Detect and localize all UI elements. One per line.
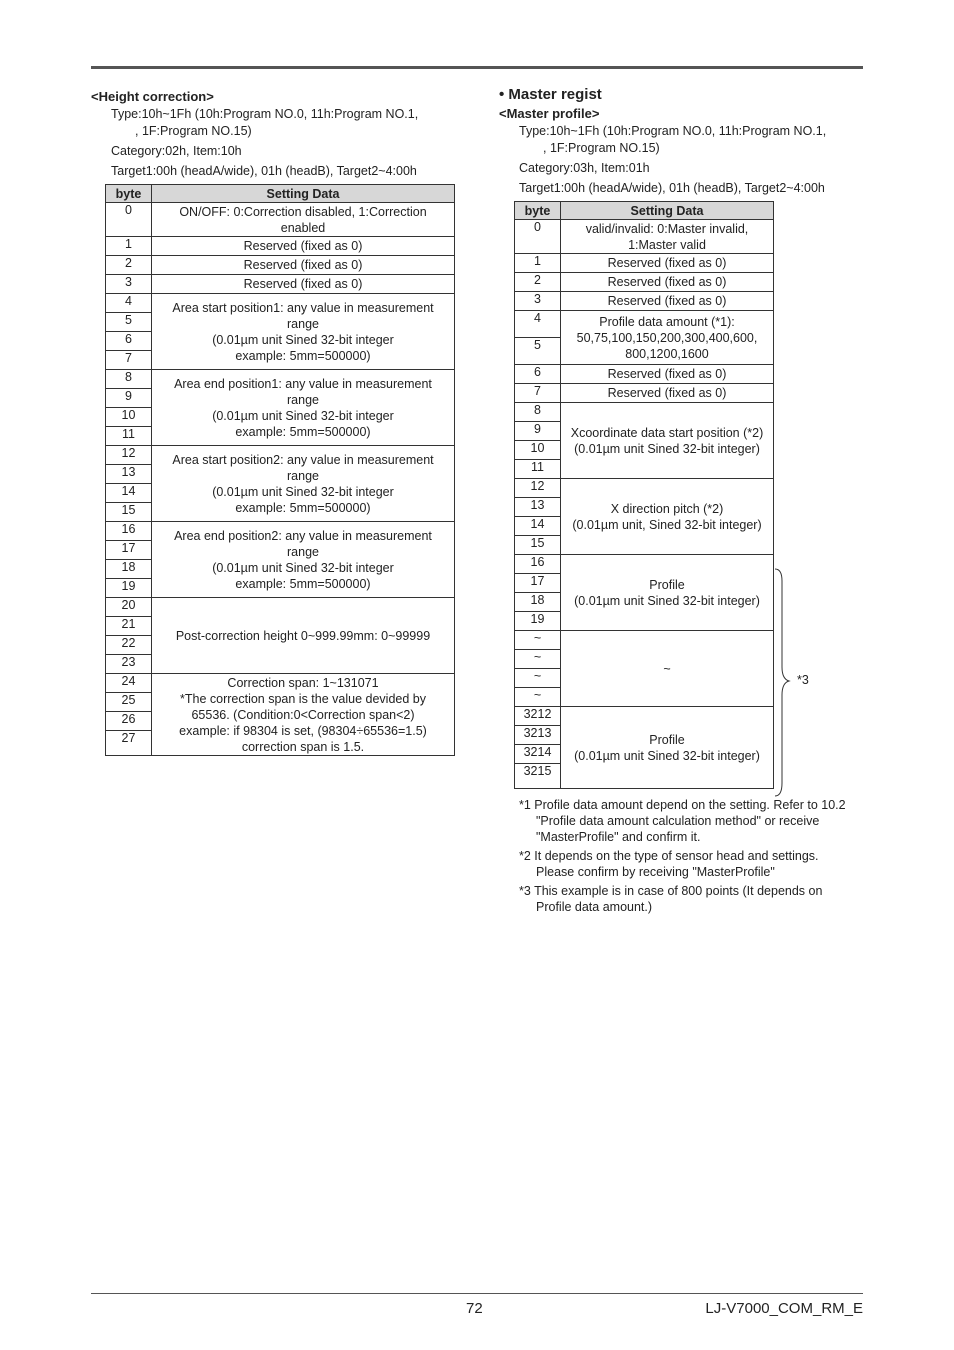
byte-cell: 2 <box>106 256 152 275</box>
table-row <box>106 275 455 294</box>
setting-line: Area start position2: any value in measurement <box>172 452 434 467</box>
byte-cell: 15 <box>106 503 152 522</box>
byte-cell: 13 <box>515 498 561 517</box>
byte-cell: 14 <box>515 517 561 536</box>
byte-cell: 10 <box>106 408 152 427</box>
setting-line: Profile <box>649 577 685 592</box>
table-row <box>515 311 774 338</box>
setting-line: 50,75,100,150,200,300,400,600, <box>576 330 758 345</box>
table-row <box>515 403 774 422</box>
footnote <box>519 797 864 845</box>
table-row <box>515 479 774 498</box>
byte-header: byte <box>515 202 561 220</box>
setting-line: (0.01µm unit, Sined 32-bit integer) <box>572 517 762 532</box>
type-line-cont: , 1F:Program NO.15) <box>543 141 660 155</box>
byte-cell: 3 <box>515 292 561 311</box>
setting-line: Area end position1: any value in measurement <box>174 376 432 391</box>
setting-line: Reserved (fixed as 0) <box>607 275 727 289</box>
setting-line: X direction pitch (*2) <box>610 501 724 516</box>
setting-line: range <box>287 468 319 483</box>
brace-icon <box>774 567 792 799</box>
byte-cell: 3 <box>106 275 152 294</box>
byte-cell: 5 <box>515 338 561 365</box>
setting-line: (0.01µm unit Sined 32-bit integer <box>212 484 394 499</box>
table-row <box>106 237 455 256</box>
byte-cell: 19 <box>106 579 152 598</box>
table-row <box>515 631 774 650</box>
byte-cell: 3215 <box>515 764 561 789</box>
setting-cell <box>152 256 455 275</box>
byte-cell: 23 <box>106 655 152 674</box>
setting-line: Reserved (fixed as 0) <box>607 256 727 270</box>
footnote-line: "MasterProfile" and confirm it. <box>536 830 701 844</box>
byte-cell: ~ <box>515 669 561 688</box>
setting-cell <box>561 220 774 254</box>
setting-data-header: Setting Data <box>561 202 774 220</box>
footer-rule <box>91 1293 863 1294</box>
byte-cell: 15 <box>515 536 561 555</box>
setting-line: Post-correction height 0~999.99mm: 0~99999 <box>175 628 431 643</box>
byte-cell: 9 <box>515 422 561 441</box>
byte-cell: 4 <box>515 311 561 338</box>
byte-cell: 19 <box>515 612 561 631</box>
setting-line: Xcoordinate data start position (*2) <box>570 425 764 440</box>
table-row <box>515 273 774 292</box>
setting-line: 1:Master valid <box>628 237 706 252</box>
setting-cell <box>152 598 455 674</box>
setting-line: 65536. (Condition:0<Correction span<2) <box>191 707 415 722</box>
byte-cell: 14 <box>106 484 152 503</box>
setting-line: Reserved (fixed as 0) <box>243 258 363 272</box>
table-row <box>106 522 455 541</box>
type-line: Type:10h~1Fh (10h:Program NO.0, 11h:Program NO.1, <box>519 124 827 138</box>
setting-cell <box>152 370 455 446</box>
byte-cell: 16 <box>515 555 561 574</box>
table-row <box>106 294 455 313</box>
setting-cell <box>561 292 774 311</box>
type-line-cont: , 1F:Program NO.15) <box>135 124 252 138</box>
setting-line: Reserved (fixed as 0) <box>607 294 727 308</box>
byte-cell: 18 <box>515 593 561 612</box>
setting-cell <box>152 237 455 256</box>
target-line: Target1:00h (headA/wide), 01h (headB), Target2~4:00h <box>111 164 417 178</box>
setting-cell <box>561 384 774 403</box>
byte-cell: 25 <box>106 693 152 712</box>
setting-line: Profile data amount (*1): <box>599 314 735 329</box>
byte-cell: ~ <box>515 688 561 707</box>
setting-line: range <box>287 544 319 559</box>
type-line: Type:10h~1Fh (10h:Program NO.0, 11h:Program NO.1, <box>111 107 419 121</box>
setting-line: Profile <box>649 732 685 747</box>
setting-line: example: if 98304 is set, (98304÷65536=1.5) <box>179 723 427 738</box>
footnote-line: "Profile data amount calculation method" or receive <box>536 814 820 828</box>
setting-cell <box>152 294 455 370</box>
height-correction-info <box>91 106 461 180</box>
brace-note-label: *3 <box>797 673 809 687</box>
table-row <box>515 707 774 726</box>
setting-line: (0.01µm unit Sined 32-bit integer <box>212 332 394 347</box>
footnote <box>519 848 864 880</box>
byte-cell: 3212 <box>515 707 561 726</box>
byte-cell: 8 <box>515 403 561 422</box>
byte-cell: 4 <box>106 294 152 313</box>
byte-cell: 11 <box>515 460 561 479</box>
table-row <box>106 446 455 465</box>
setting-line: Reserved (fixed as 0) <box>243 277 363 291</box>
footnote-line: Profile data amount.) <box>536 900 653 914</box>
setting-cell <box>152 446 455 522</box>
setting-data-header: Setting Data <box>152 185 455 203</box>
setting-cell <box>561 555 774 631</box>
setting-cell <box>152 203 455 237</box>
setting-cell <box>561 479 774 555</box>
master-regist-title: • Master regist <box>499 86 602 103</box>
footnote <box>519 883 864 915</box>
byte-cell: 21 <box>106 617 152 636</box>
byte-cell: 10 <box>515 441 561 460</box>
category-line: Category:03h, Item:01h <box>519 161 650 175</box>
byte-cell: ~ <box>515 650 561 669</box>
page-number: 72 <box>466 1300 483 1317</box>
byte-cell: 6 <box>515 365 561 384</box>
setting-cell <box>561 311 774 365</box>
byte-cell: 11 <box>106 427 152 446</box>
byte-cell: 2 <box>515 273 561 292</box>
table-row <box>515 292 774 311</box>
byte-cell: 20 <box>106 598 152 617</box>
table-row <box>106 370 455 389</box>
master-profile-title: <Master profile> <box>499 106 600 121</box>
byte-cell: 12 <box>515 479 561 498</box>
byte-cell: 6 <box>106 332 152 351</box>
byte-cell: 17 <box>106 541 152 560</box>
setting-line: enabled <box>280 220 326 235</box>
setting-line: ON/OFF: 0:Correction disabled, 1:Correction <box>179 204 427 219</box>
height-correction-title: <Height correction> <box>91 89 214 104</box>
byte-cell: 12 <box>106 446 152 465</box>
table-row <box>106 598 455 617</box>
byte-cell: 3213 <box>515 726 561 745</box>
footnote-line: *3 This example is in case of 800 points (It depends on <box>519 884 823 898</box>
table-row <box>515 365 774 384</box>
setting-line: (0.01µm unit Sined 32-bit integer) <box>574 441 760 456</box>
footnote-line: *2 It depends on the type of sensor head and settings. <box>519 849 819 863</box>
setting-line: Reserved (fixed as 0) <box>607 367 727 381</box>
height-correction-table <box>105 184 455 756</box>
setting-cell <box>152 522 455 598</box>
setting-cell <box>561 707 774 789</box>
setting-line: (0.01µm unit Sined 32-bit integer <box>212 560 394 575</box>
setting-cell <box>561 365 774 384</box>
setting-line: Area end position2: any value in measurement <box>174 528 432 543</box>
setting-line: Reserved (fixed as 0) <box>607 386 727 400</box>
master-regist-section <box>499 86 859 197</box>
setting-line: (0.01µm unit Sined 32-bit integer) <box>574 593 760 608</box>
footnotes <box>519 797 864 918</box>
setting-cell <box>561 631 774 707</box>
byte-header: byte <box>106 185 152 203</box>
table-row <box>515 555 774 574</box>
byte-cell: 17 <box>515 574 561 593</box>
table-row <box>106 203 455 237</box>
table-row <box>515 220 774 254</box>
setting-line: Correction span: 1~131071 <box>227 675 379 690</box>
setting-cell <box>561 273 774 292</box>
header-rule <box>91 66 863 69</box>
setting-cell <box>152 674 455 756</box>
height-correction-section <box>91 89 461 180</box>
byte-cell: 0 <box>106 203 152 237</box>
setting-cell <box>561 403 774 479</box>
setting-cell <box>561 254 774 273</box>
setting-line: correction span is 1.5. <box>241 739 365 754</box>
byte-cell: 22 <box>106 636 152 655</box>
setting-line: (0.01µm unit Sined 32-bit integer) <box>574 748 760 763</box>
category-line: Category:02h, Item:10h <box>111 144 242 158</box>
setting-line: example: 5mm=500000) <box>235 500 371 515</box>
byte-cell: 9 <box>106 389 152 408</box>
target-line: Target1:00h (headA/wide), 01h (headB), Target2~4:00h <box>519 181 825 195</box>
byte-cell: 26 <box>106 712 152 731</box>
byte-cell: 1 <box>106 237 152 256</box>
document-code: LJ-V7000_COM_RM_E <box>705 1300 863 1317</box>
setting-line: 800,1200,1600 <box>625 346 709 361</box>
setting-line: example: 5mm=500000) <box>235 576 371 591</box>
byte-cell: 13 <box>106 465 152 484</box>
setting-line: *The correction span is the value devided by <box>180 691 426 706</box>
byte-cell: 18 <box>106 560 152 579</box>
setting-line: valid/invalid: 0:Master invalid, <box>585 221 749 236</box>
setting-line: range <box>287 316 319 331</box>
byte-cell: ~ <box>515 631 561 650</box>
footnote-line: Please confirm by receiving "MasterProfile" <box>536 865 775 879</box>
byte-cell: 27 <box>106 731 152 756</box>
table-row <box>515 254 774 273</box>
byte-cell: 7 <box>106 351 152 370</box>
master-profile-table <box>514 201 774 789</box>
setting-cell <box>152 275 455 294</box>
byte-cell: 5 <box>106 313 152 332</box>
table-row <box>515 384 774 403</box>
byte-cell: 24 <box>106 674 152 693</box>
setting-line: Reserved (fixed as 0) <box>243 239 363 253</box>
table-row <box>106 674 455 693</box>
setting-line: example: 5mm=500000) <box>235 348 371 363</box>
byte-cell: 8 <box>106 370 152 389</box>
table-row <box>106 256 455 275</box>
byte-cell: 7 <box>515 384 561 403</box>
setting-line: ~ <box>663 661 671 676</box>
footnote-line: *1 Profile data amount depend on the setting. Refer to 10.2 <box>519 798 846 812</box>
setting-line: (0.01µm unit Sined 32-bit integer <box>212 408 394 423</box>
byte-cell: 0 <box>515 220 561 254</box>
setting-line: example: 5mm=500000) <box>235 424 371 439</box>
byte-cell: 1 <box>515 254 561 273</box>
byte-cell: 16 <box>106 522 152 541</box>
setting-line: range <box>287 392 319 407</box>
byte-cell: 3214 <box>515 745 561 764</box>
master-profile-info <box>499 123 859 197</box>
setting-line: Area start position1: any value in measurement <box>172 300 434 315</box>
